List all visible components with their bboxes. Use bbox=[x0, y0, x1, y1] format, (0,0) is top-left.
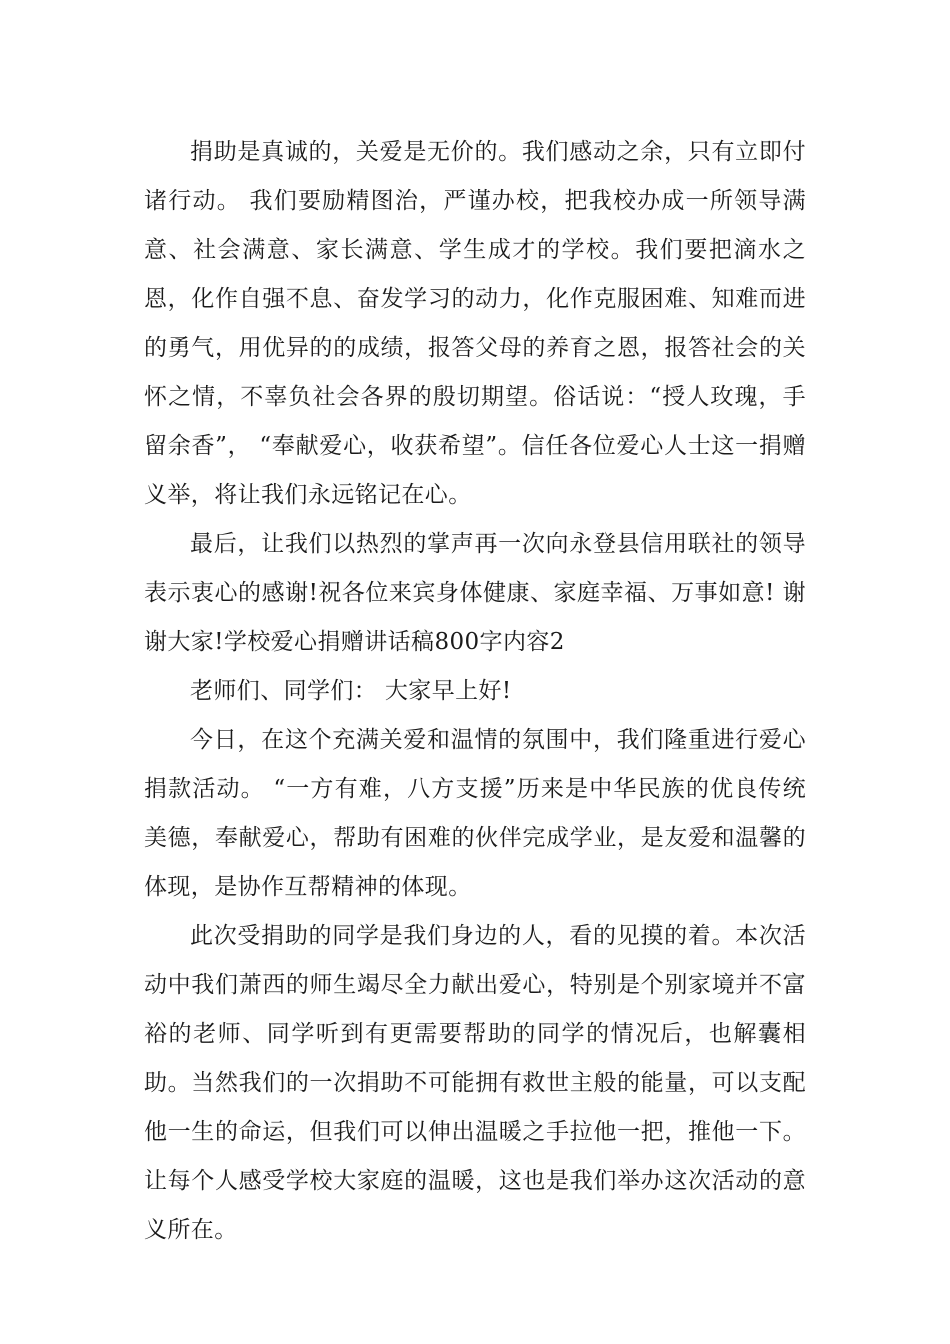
paragraph-5: 此次受捐助的同学是我们身边的人，看的见摸的着。本次活动中我们萧西的师生竭尽全力献出爱心，特别是个别家境并不富裕的老师、同学听到有更需要帮助的同学的情况后，也解囊相助。当然我们的一次捐助不可能拥有救世主般的能量，可以支配他一生的命运，但我们可以伸出温暖之手拉他一把，推他一下。让每个人感受学校大家庭的温暖，这也是我们举办这次活动的意义所在。 bbox=[144, 923, 806, 1243]
paragraph-1: 捐助是真诚的，关爱是无价的。我们感动之余，只有立即付诸行动。 我们要励精图治，严谨办校，把我校办成一所领导满意、社会满意、家长满意、学生成才的学校。我们要把滴水之恩，化作自强不息、奋发学习的动力，化作克服困难、知难而进的勇气，用优异的的成绩，报答父母的养育之恩，报答社会的关怀之情，不辜负社会各界的殷切期望。俗话说：“授人玫瑰，手留余香”， “奉献爱心，收获希望”。信任各位爱心人士这一捐赠义举，将让我们永远铭记在心。 bbox=[144, 139, 806, 508]
paragraph-4: 今日，在这个充满关爱和温情的氛围中，我们隆重进行爱心捐款活动。 “一方有难，八方支援”历来是中华民族的优良传统美德，奉献爱心，帮助有困难的伙伴完成学业，是友爱和温馨的体现，是协作互帮精神的体现。 bbox=[144, 727, 806, 900]
document-body bbox=[144, 128, 806, 1255]
paragraph-2: 最后，让我们以热烈的掌声再一次向永登县信用联社的领导表示衷心的感谢!祝各位来宾身体健康、家庭幸福、万事如意! 谢谢大家!学校爱心捐赠讲话稿800字内容2 bbox=[144, 531, 806, 655]
paragraph-3: 老师们、同学们： 大家早上好! bbox=[190, 678, 512, 704]
